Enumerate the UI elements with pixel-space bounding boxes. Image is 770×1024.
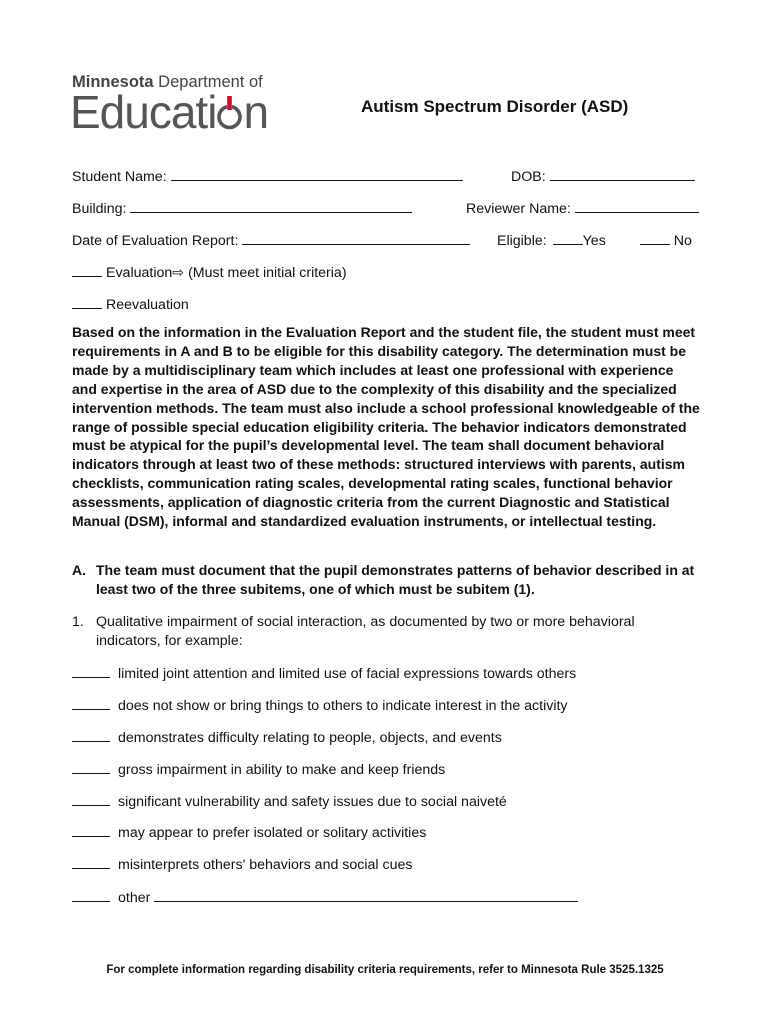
evaluation-date-line[interactable] — [242, 230, 470, 245]
checklist-text: may appear to prefer isolated or solitary activities — [118, 825, 427, 841]
checklist-blank[interactable] — [72, 855, 110, 869]
dob-label: DOB: — [511, 169, 546, 185]
checklist-item-other[interactable] — [72, 887, 578, 906]
dob-field[interactable] — [511, 166, 695, 185]
reviewer-name-line[interactable] — [575, 198, 699, 213]
logo-dept: Department of — [153, 73, 263, 91]
checklist-blank[interactable] — [72, 888, 110, 902]
dob-line[interactable] — [550, 166, 695, 181]
checklist-text: limited joint attention and limited use of facial expressions towards others — [118, 666, 577, 682]
eligible-yes-blank[interactable] — [553, 230, 583, 245]
subitem-1-label: 1. — [72, 614, 84, 630]
checklist-item[interactable] — [72, 855, 412, 873]
checklist-item[interactable] — [72, 696, 568, 714]
subitem-1-text: Qualitative impairment of social interaction, as documented by two or more behavioral indicators, for example: — [96, 614, 635, 649]
evaluation-option[interactable] — [72, 262, 347, 281]
reviewer-name-label: Reviewer Name: — [466, 201, 571, 217]
checklist-item[interactable] — [72, 664, 576, 682]
checklist-item[interactable] — [72, 792, 507, 810]
eligible-label: Eligible: — [497, 233, 547, 249]
section-a-label: A. — [72, 562, 86, 578]
section-a — [72, 561, 702, 599]
student-name-line[interactable] — [171, 166, 463, 181]
checklist-text: misinterprets others' behaviors and social cues — [118, 857, 413, 873]
evaluation-date-label: Date of Evaluation Report: — [72, 233, 239, 249]
logo-word-start: Educati — [70, 86, 217, 138]
checklist-blank[interactable] — [72, 728, 110, 742]
logo-word-end: n — [243, 86, 269, 138]
eligible-yes-label: Yes — [582, 233, 606, 249]
other-line[interactable] — [154, 887, 578, 902]
subitem-1 — [72, 613, 702, 651]
checklist-item[interactable] — [72, 728, 502, 746]
checklist-blank[interactable] — [72, 823, 110, 837]
evaluation-date-field[interactable] — [72, 230, 470, 249]
reevaluation-option[interactable] — [72, 294, 189, 313]
reevaluation-label: Reevaluation — [106, 297, 189, 313]
reevaluation-blank[interactable] — [72, 294, 102, 309]
eligible-no-label: No — [673, 233, 692, 249]
checklist-text: demonstrates difficulty relating to people, objects, and events — [118, 730, 502, 746]
checklist-blank[interactable] — [72, 664, 110, 678]
mde-logo-education — [70, 86, 269, 138]
checklist-blank[interactable] — [72, 760, 110, 774]
checklist-text: gross impairment in ability to make and keep friends — [118, 762, 446, 778]
checklist-item[interactable] — [72, 760, 445, 778]
checklist-item[interactable] — [72, 823, 426, 841]
evaluation-label: Evaluation⇨ (Must meet initial criteria) — [106, 265, 347, 281]
checklist-text: significant vulnerability and safety issues due to social naiveté — [118, 794, 507, 810]
power-icon — [216, 89, 243, 135]
checklist-blank[interactable] — [72, 792, 110, 806]
intro-paragraph: Based on the information in the Evaluation Report and the student file, the student must meet requirements in A and B to be eligible for this disability category. The determination must be made by a multidisciplinary team which includes at least one professional with experience and expertise in the area of ASD due to the complexity of this disability and the specialized intervention methods. The team must also include a school professional knowledgeable of the range of possible special education eligibility criteria. The behavior indicators demonstrated must be atypical for the pupil’s developmental level. The team shall document behavioral indicators through at least two of these methods: structured interviews with parents, autism checklists, communication rating scales, developmental rating scales, functional behavior assessments, application of diagnostic criteria from the current Diagnostic and Statistical Manual (DSM), informal and standardized evaluation instruments, or intellectual testing. — [72, 324, 700, 530]
building-line[interactable] — [130, 198, 412, 213]
checklist-text: other — [118, 890, 151, 906]
building-field[interactable] — [72, 198, 412, 217]
building-label: Building: — [72, 201, 127, 217]
eligible-no-blank[interactable] — [640, 230, 670, 245]
form-title: Autism Spectrum Disorder (ASD) — [361, 97, 629, 116]
reviewer-name-field[interactable] — [466, 198, 699, 217]
eligible-field — [497, 230, 692, 249]
student-name-label: Student Name: — [72, 169, 167, 185]
checklist-blank[interactable] — [72, 696, 110, 710]
section-a-text: The team must document that the pupil demonstrates patterns of behavior described in at least two of the three subitems, one of which must be subitem (1). — [96, 562, 695, 597]
evaluation-blank[interactable] — [72, 262, 102, 277]
student-name-field[interactable] — [72, 166, 463, 185]
checklist-text: does not show or bring things to others to indicate interest in the activity — [118, 698, 568, 714]
logo-state: Minnesota — [72, 73, 154, 91]
footer-note: For complete information regarding disability criteria requirements, refer to Minnesota Rule 3525.1325 — [106, 964, 664, 976]
